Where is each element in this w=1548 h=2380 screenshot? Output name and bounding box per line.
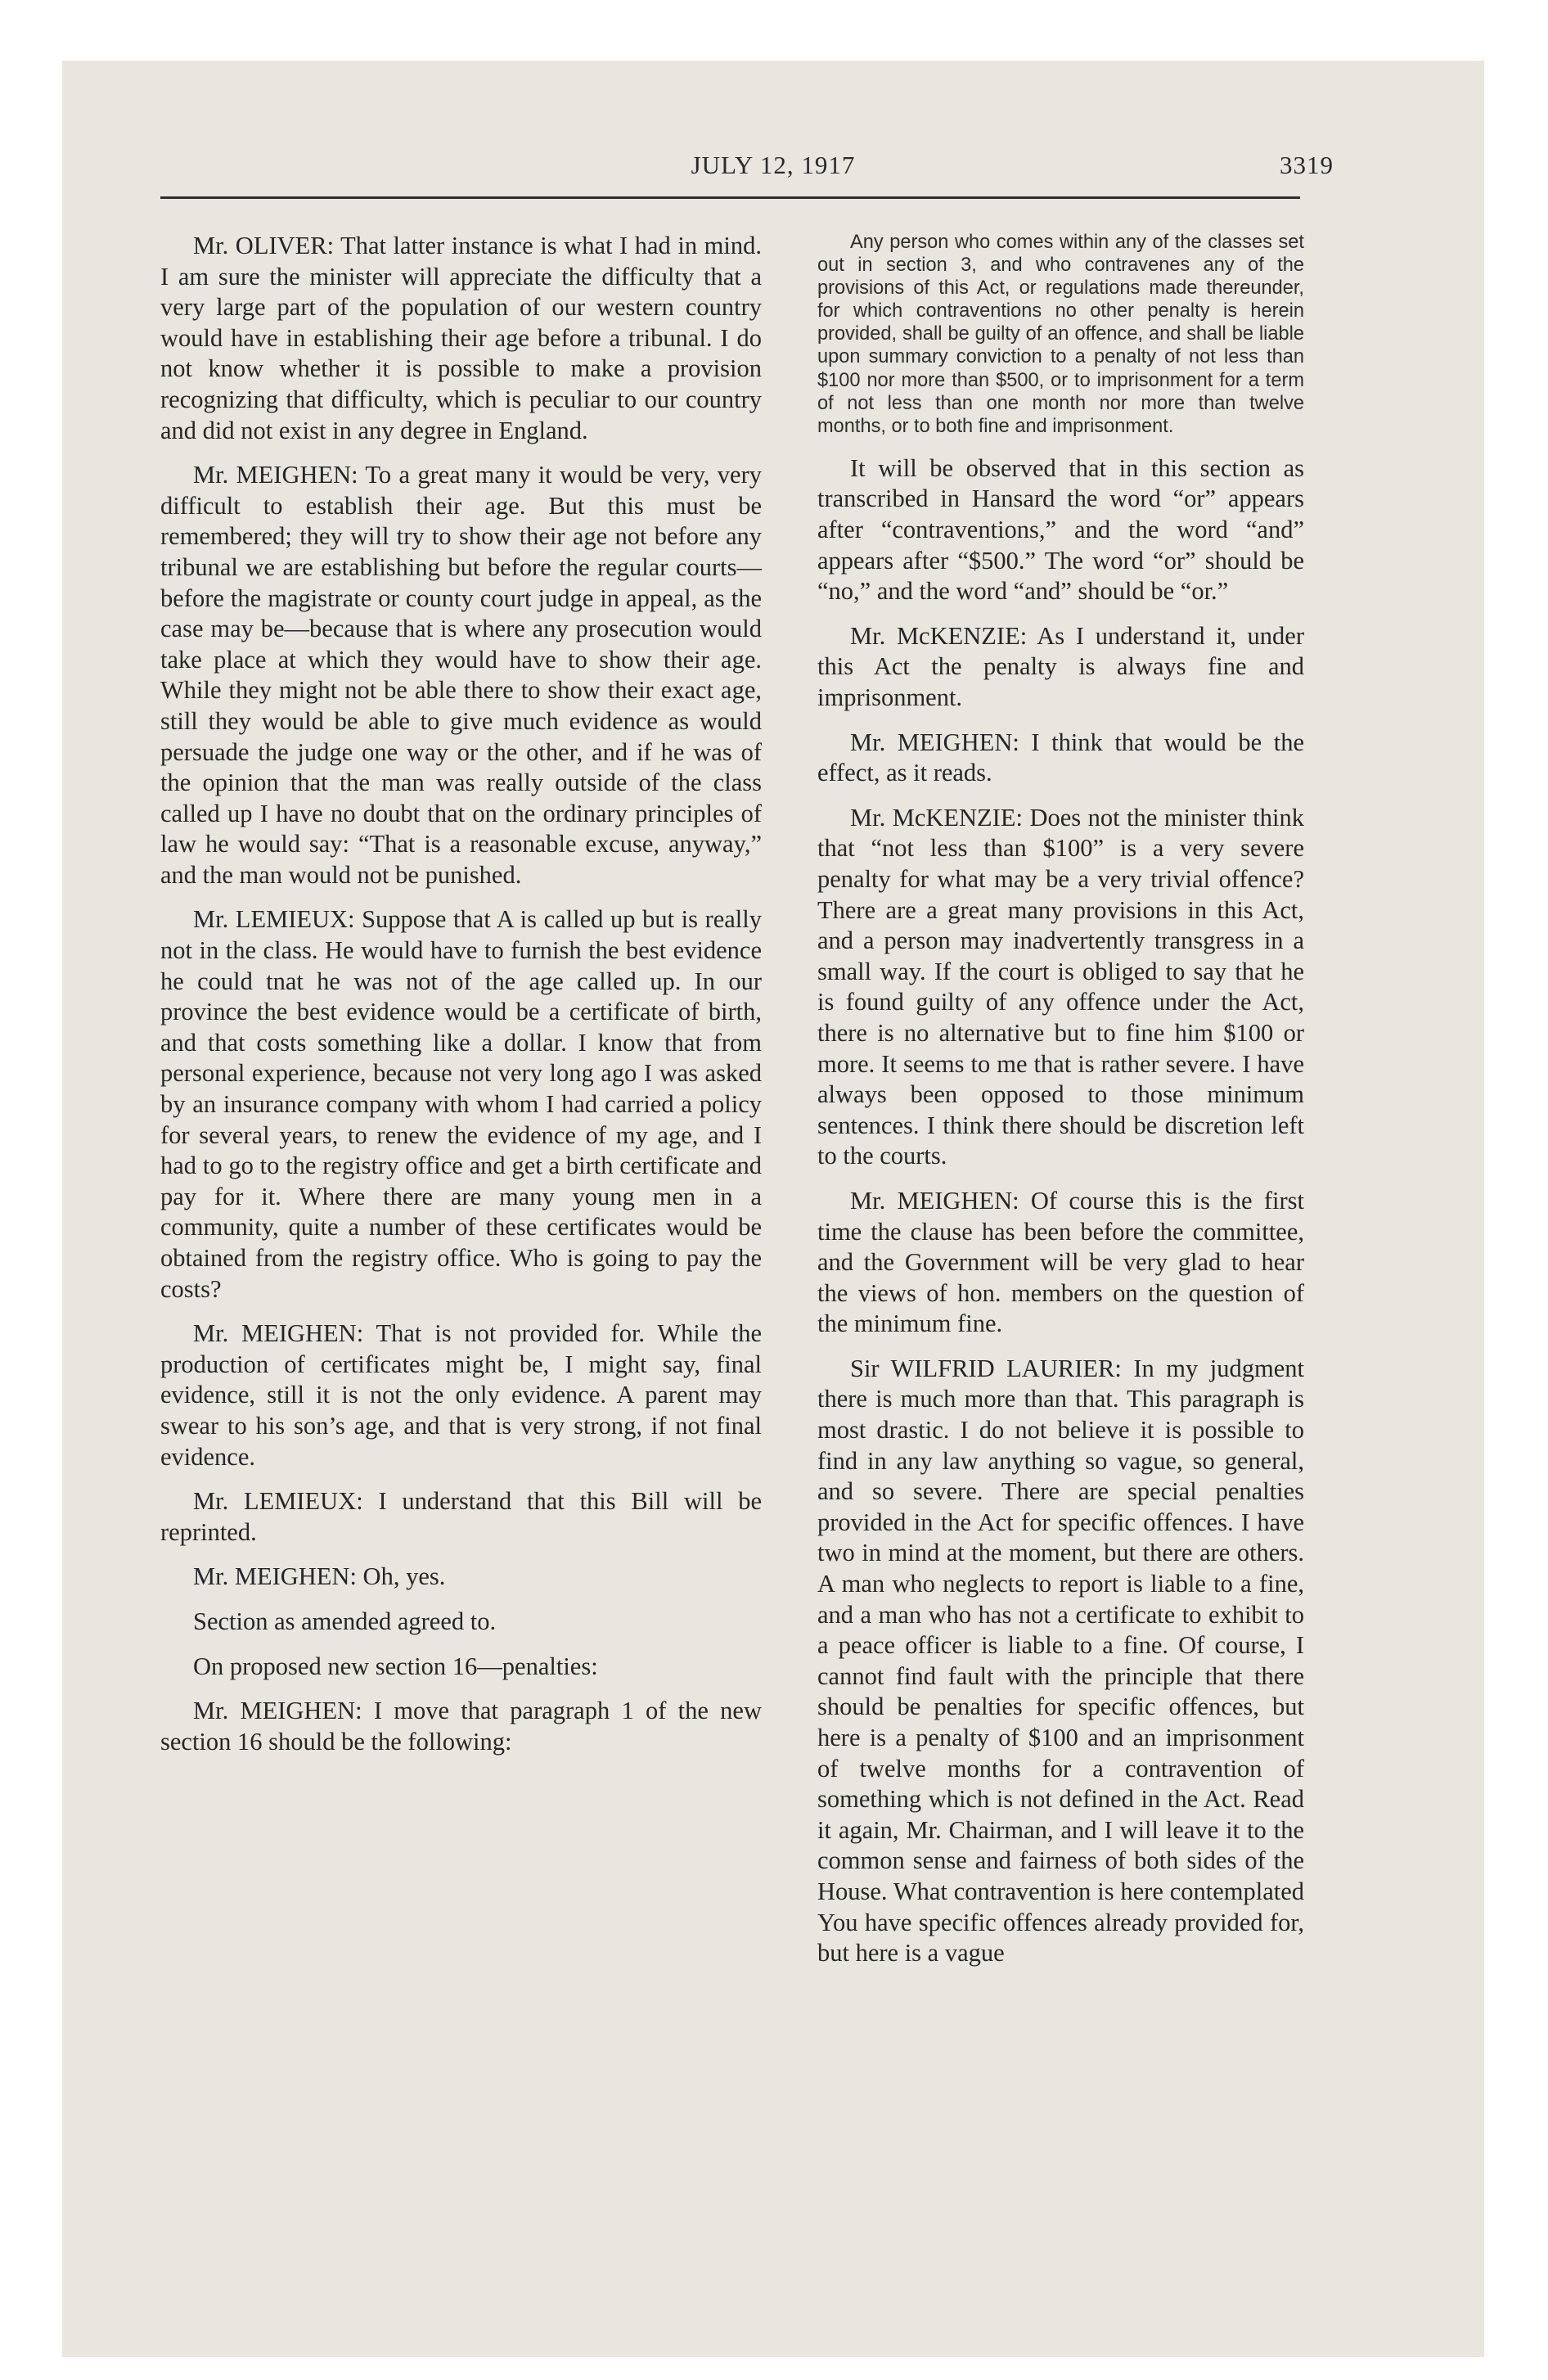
right-column (817, 231, 1304, 1983)
header-rule (160, 196, 1300, 199)
quoted-section-text: Any person who comes within any of the classes set out in section 3, and who contravenes any of the provisions of this Act, or regulations made thereunder, for which contraventions no other penalty is herein provided, shall be guilty of an offence, and shall be liable upon summary conviction to a penalty of not less than $100 nor more than $500, or to imprisonment for a term of not less than one month nor more than twelve months, or to both fine and imprisonment. (817, 232, 1304, 437)
paragraph: Mr. MEIGHEN: That is not provided for. While the production of certificates might be, I might say, final evidence, still it is not the only evidence. A parent may swear to his son’s age, and that is very strong, if not final evidence. (160, 1319, 762, 1471)
paragraph: Section as amended agreed to. (193, 1607, 497, 1635)
header-date: JULY 12, 1917 (691, 151, 856, 179)
paragraph: Mr. MEIGHEN: To a great many it would be very, very difficult to establish their age. But this must be remembered; they will try to show their age not before any tribunal we are establishing but before the regular courts—before the magistrate or county court judge in appeal, as the case may be—because that is where any prosecution would take place at which they would have to show their age. While they might not be able there to show their exact age, still they would be able to give much evidence as would persuade the judge one way or the other, and if he was of the opinion that the man was really outside of the class called up I have no doubt that on the ordinary principles of law he would say: “That is a reasonable excuse, anyway,” and the man would not be punished. (160, 461, 762, 889)
paragraph: Mr. LEMIEUX: I understand that this Bill will be reprinted. (160, 1487, 762, 1546)
paragraph: It will be observed that in this section as transcribed in Hansard the word “or” appears after “contraventions,” and the word “and” appears after “$500.” The word “or” should be “no,” and the word “and” should be “or.” (817, 453, 1304, 606)
page-header (62, 151, 1484, 192)
paragraph: Mr. McKENZIE: Does not the minister think that “not less than $100” is a very severe penalty for what may be a very trivial offence? There are a great many provisions in this Act, and a person may inadvertently transgress in a small way. If the court is obliged to say that he is found guilty of any offence under the Act, there is no alternative but to fine him $100 or more. It seems to me that is rather severe. I have always been opposed to those minimum sentences. I think there should be discretion left to the courts. (817, 803, 1304, 1170)
paragraph: Mr. LEMIEUX: Suppose that A is called up but is really not in the class. He would have to furnish the best evidence he could tnat he was not of the age called up. In our province the best evidence would be a certificate of birth, and that costs something like a dollar. I know that from personal experience, because not very long ago I was asked by an insurance company with whom I had carried a policy for several years, to renew the evidence of my age, and I had to go to the registry office and get a birth certificate and pay for it. Where there are many young men in a community, quite a number of these certificates would be obtained from the registry office. Who is going to pay the costs? (160, 905, 762, 1303)
left-column (160, 231, 762, 1771)
paragraph: Mr. McKENZIE: As I understand it, under this Act the penalty is always fine and imprisonment. (817, 621, 1304, 711)
page-number: 3319 (1280, 151, 1334, 179)
paragraph: Mr. MEIGHEN: Oh, yes. (193, 1562, 446, 1591)
paragraph: Mr. MEIGHEN: I think that would be the effect, as it reads. (817, 728, 1304, 787)
paragraph: Sir WILFRID LAURIER: In my judgment there is much more than that. This paragraph is most drastic. I do not believe it is possible to find in any law anything so vague, so general, and so severe. There are special penalties provided in the Act for specific offences. I have two in mind at the moment, but there are others. A man who neglects to report is liable to a fine, and a man who has not a certificate to exhibit to a peace officer is liable to a fine. Of course, I cannot find fault with the principle that there should be penalties for specific offences, but here is a penalty of $100 and an imprisonment of twelve months for a contravention of something which is not defined in the Act. Read it again, Mr. Chairman, and I will leave it to the common sense and fairness of both sides of the House. What contravention is here contemplated You have specific offences already provided for, but here is a vague (817, 1354, 1304, 1968)
paragraph: Mr. MEIGHEN: I move that paragraph 1 of the new section 16 should be the following: (160, 1697, 762, 1756)
page-scan (62, 61, 1484, 2357)
paragraph: Mr. MEIGHEN: Of course this is the first time the clause has been before the committee, and the Government will be very glad to hear the views of hon. members on the question of the minimum fine. (817, 1186, 1304, 1338)
paragraph: On proposed new section 16—penalties: (193, 1652, 598, 1680)
paragraph: Mr. OLIVER: That latter instance is what I had in mind. I am sure the minister will appreciate the difficulty that a very large part of the population of our western country would have in establishing their age before a tribunal. I do not know whether it is possible to make a provision recognizing that difficulty, which is peculiar to our country and did not exist in any degree in England. (160, 232, 762, 444)
